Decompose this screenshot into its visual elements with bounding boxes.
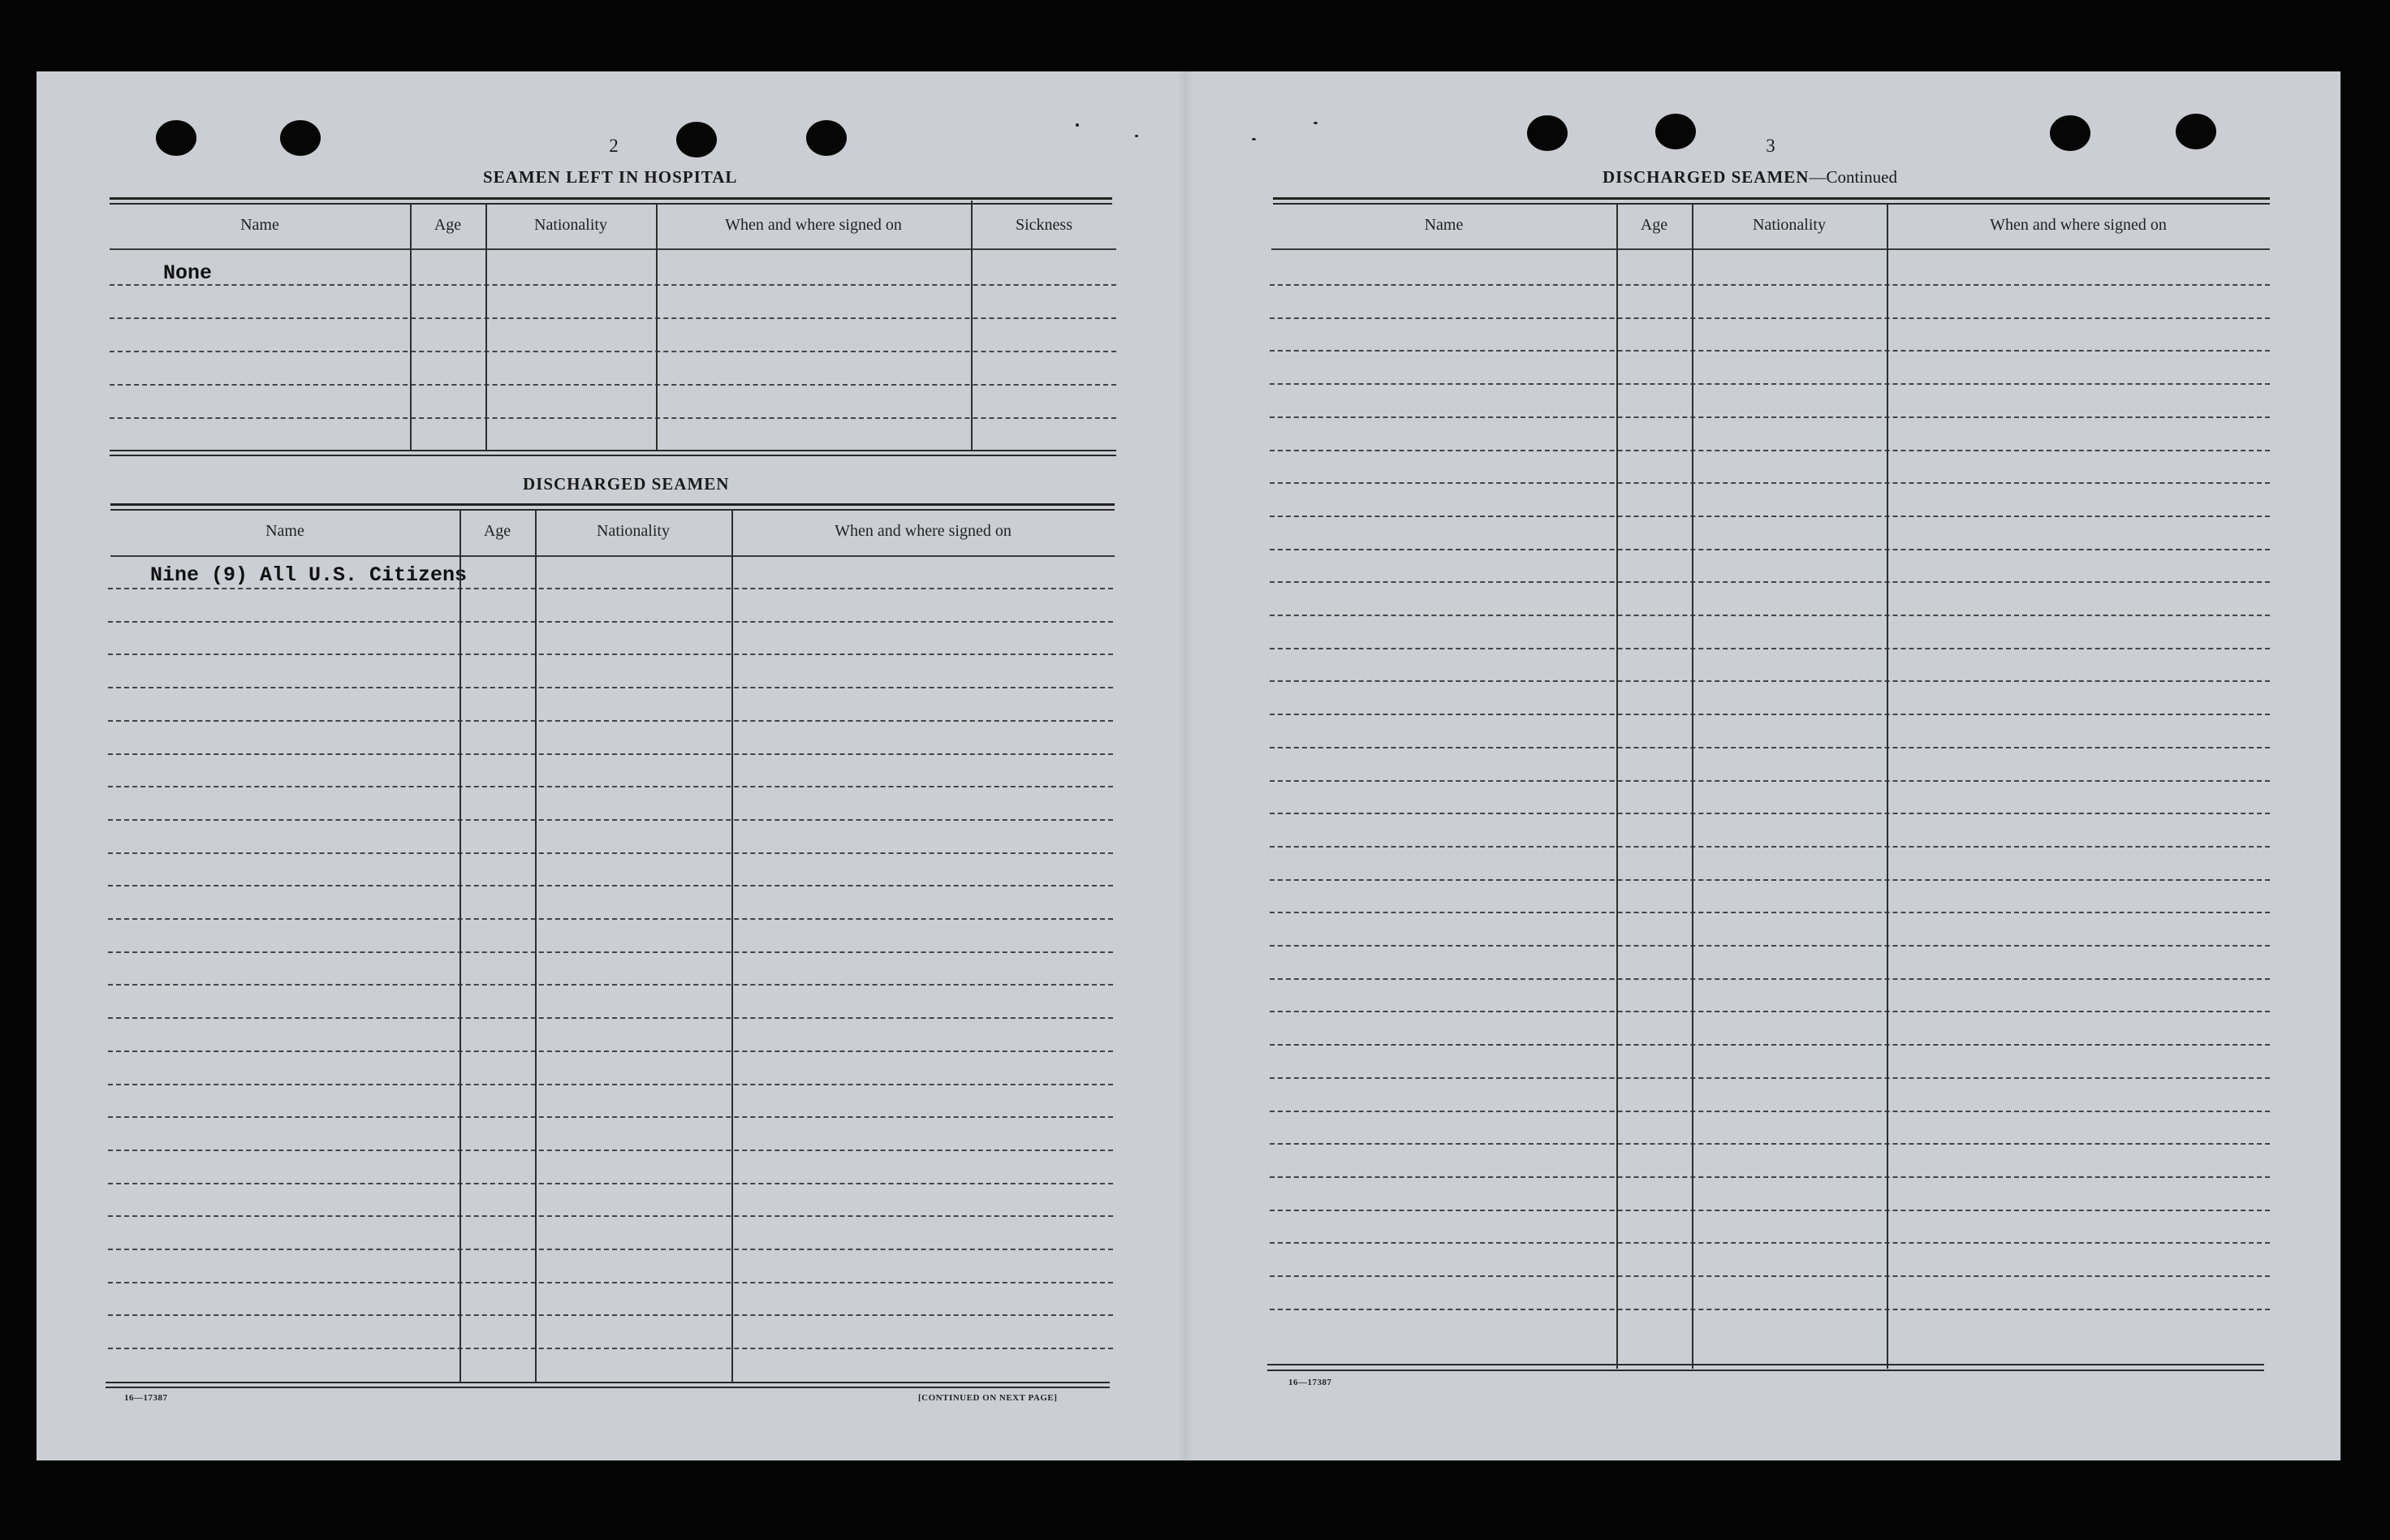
table-rule	[1267, 1370, 2264, 1371]
title-main: DISCHARGED SEAMEN	[1603, 167, 1810, 187]
row-line	[1270, 416, 2270, 418]
row-line	[1270, 879, 2270, 881]
speck	[1135, 135, 1138, 137]
column-header-age: Age	[483, 522, 511, 540]
punch-hole	[806, 120, 847, 156]
column-header-nationality: Nationality	[534, 216, 607, 234]
table-rule	[110, 197, 1112, 200]
column-header-nationality: Nationality	[1753, 216, 1826, 234]
row-line	[1270, 912, 2270, 913]
hospital-entry: None	[163, 261, 213, 285]
row-line	[1270, 1242, 2270, 1244]
table-rule	[110, 203, 1112, 205]
punch-hole	[156, 120, 196, 156]
column-header-signed-on: When and where signed on	[725, 216, 902, 234]
row-line	[1270, 1309, 2270, 1310]
row-line	[1270, 450, 2270, 451]
column-header-signed-on: When and where signed on	[1990, 216, 2167, 234]
row-line	[1270, 1077, 2270, 1079]
column-header-name: Name	[265, 522, 304, 540]
column-divider	[410, 205, 412, 451]
column-divider	[459, 511, 461, 1383]
table-rule	[1267, 1364, 2264, 1365]
punch-hole	[280, 120, 321, 156]
discharged-continued-title	[1603, 167, 1897, 188]
row-line	[110, 351, 1116, 352]
row-line	[108, 918, 1113, 920]
table-rule	[106, 1382, 1110, 1383]
row-line	[1270, 350, 2270, 352]
row-line	[1270, 714, 2270, 715]
row-line	[1270, 615, 2270, 616]
row-line	[108, 819, 1113, 821]
row-line	[108, 720, 1113, 722]
row-line	[108, 687, 1113, 688]
table-rule	[110, 455, 1116, 456]
row-line	[110, 317, 1116, 319]
header-underline	[110, 248, 1116, 250]
row-line	[110, 284, 1116, 286]
column-divider	[485, 205, 487, 451]
table-rule	[1273, 203, 2270, 205]
row-line	[108, 1282, 1113, 1283]
column-divider	[535, 511, 537, 1383]
row-line	[1270, 648, 2270, 649]
column-header-age: Age	[1640, 216, 1668, 234]
row-line	[108, 1183, 1113, 1184]
column-divider	[1692, 205, 1693, 1369]
column-header-name: Name	[1424, 216, 1464, 234]
row-line	[1270, 1176, 2270, 1178]
table-rule	[110, 509, 1115, 511]
header-underline	[110, 555, 1115, 557]
row-line	[1270, 581, 2270, 583]
row-line	[108, 654, 1113, 655]
table-rule	[106, 1387, 1110, 1388]
row-line	[110, 384, 1116, 386]
column-divider	[971, 201, 973, 451]
row-line	[1270, 317, 2270, 319]
row-line	[1270, 680, 2270, 682]
hospital-section-title: SEAMEN LEFT IN HOSPITAL	[483, 167, 738, 187]
header-underline	[1271, 248, 2270, 250]
column-divider	[731, 511, 733, 1383]
row-line	[108, 885, 1113, 886]
row-line	[1270, 383, 2270, 385]
row-line	[1270, 978, 2270, 980]
row-line	[1270, 1143, 2270, 1145]
punch-hole	[2176, 114, 2216, 149]
speck	[1252, 138, 1256, 140]
row-line	[1270, 1011, 2270, 1012]
form-number: 16—17387	[124, 1393, 168, 1403]
row-line	[1270, 813, 2270, 814]
row-line	[108, 852, 1113, 854]
column-header-nationality: Nationality	[597, 522, 670, 540]
row-line	[108, 621, 1113, 623]
row-line	[108, 786, 1113, 787]
table-rule	[1273, 197, 2270, 200]
row-line	[1270, 747, 2270, 748]
row-line	[1270, 549, 2270, 550]
row-line	[108, 1314, 1113, 1316]
row-line	[1270, 482, 2270, 484]
continued-note: [CONTINUED ON NEXT PAGE]	[918, 1393, 1058, 1403]
column-header-sickness: Sickness	[1016, 216, 1072, 234]
row-line	[108, 1215, 1113, 1217]
row-line	[108, 753, 1113, 755]
discharged-section-title: DISCHARGED SEAMEN	[523, 474, 730, 494]
table-rule	[110, 503, 1115, 506]
row-line	[108, 1348, 1113, 1349]
row-line	[108, 951, 1113, 953]
discharged-entry: Nine (9) All U.S. Citizens	[150, 563, 468, 587]
punch-hole	[2050, 115, 2090, 151]
column-header-signed-on: When and where signed on	[835, 522, 1012, 540]
row-line	[1270, 1044, 2270, 1046]
row-line	[1270, 945, 2270, 947]
table-rule	[110, 450, 1116, 451]
page-number: 3	[1766, 136, 1775, 156]
punch-hole	[676, 122, 717, 157]
row-line	[1270, 846, 2270, 848]
speck	[1314, 122, 1318, 124]
row-line	[108, 588, 1113, 589]
row-line	[108, 1017, 1113, 1019]
page-number: 2	[609, 136, 619, 156]
row-line	[108, 1249, 1113, 1250]
row-line	[108, 1050, 1113, 1052]
speck	[1076, 123, 1079, 127]
form-number: 16—17387	[1288, 1378, 1332, 1387]
punch-hole	[1527, 115, 1568, 151]
row-line	[110, 417, 1116, 419]
row-line	[108, 1116, 1113, 1118]
column-header-age: Age	[434, 216, 462, 234]
row-line	[1270, 284, 2270, 286]
row-line	[1270, 1210, 2270, 1211]
row-line	[1270, 515, 2270, 517]
column-header-name: Name	[240, 216, 279, 234]
row-line	[108, 1150, 1113, 1151]
punch-hole	[1655, 114, 1696, 149]
column-divider	[1887, 205, 1888, 1369]
column-divider	[656, 205, 658, 451]
row-line	[1270, 1275, 2270, 1277]
row-line	[108, 984, 1113, 986]
column-divider	[1616, 205, 1618, 1369]
title-continued: —Continued	[1809, 167, 1897, 187]
row-line	[108, 1084, 1113, 1085]
page-fold	[1177, 71, 1193, 1460]
row-line	[1270, 1111, 2270, 1112]
row-line	[1270, 780, 2270, 782]
